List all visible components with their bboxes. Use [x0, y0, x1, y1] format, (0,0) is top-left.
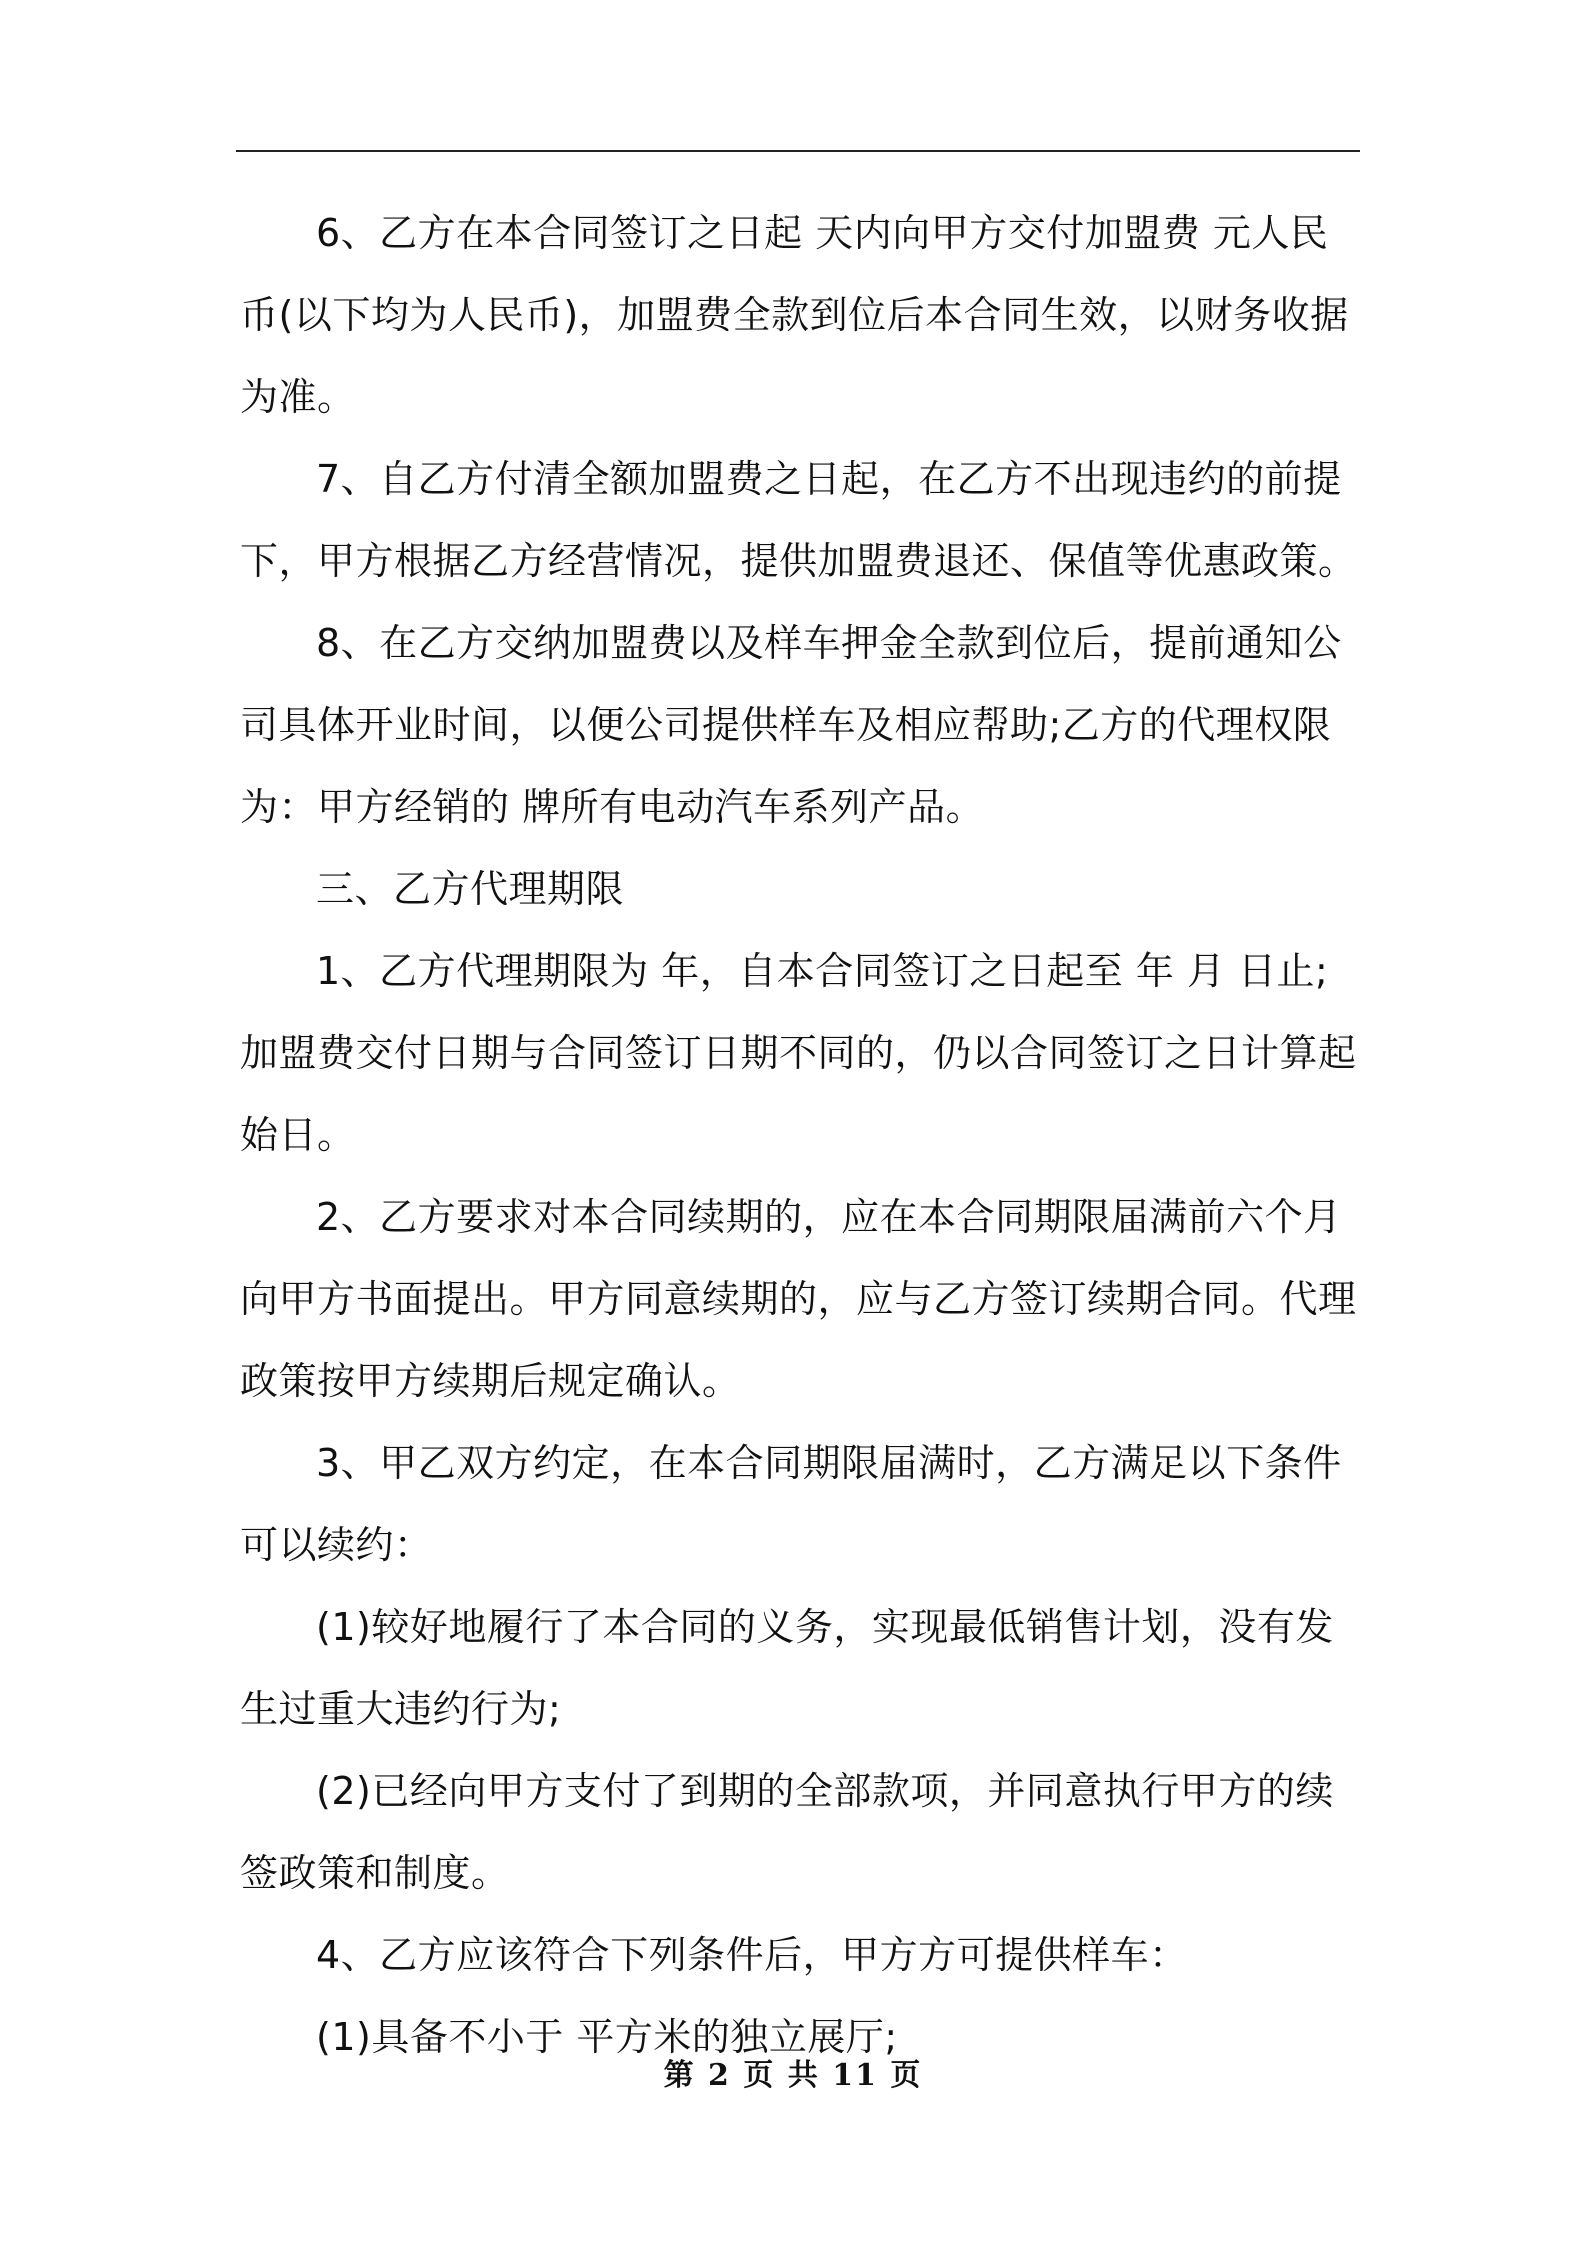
- paragraph: 2、乙方要求对本合同续期的，应在本合同期限届满前六个月向甲方书面提出。甲方同意续期的，应与乙方签订续期合同。代理政策按甲方续期后规定确认。: [240, 1195, 1357, 1403]
- paragraph: 7、自乙方付清全额加盟费之日起，在乙方不出现违约的前提下，甲方根据乙方经营情况，提供加盟费退还、保值等优惠政策。: [240, 457, 1357, 583]
- paragraph: 3、甲乙双方约定，在本合同期限届满时，乙方满足以下条件可以续约：: [240, 1441, 1342, 1567]
- page-number: 第 2 页 共 11 页: [663, 2058, 923, 2093]
- document-body: [240, 192, 1365, 2078]
- paragraph: 6、乙方在本合同签订之日起 天内向甲方交付加盟费 元人民币(以下均为人民币)，加盟费全款到位后本合同生效，以财务收据为准。: [240, 211, 1349, 419]
- paragraph: 1、乙方代理期限为 年，自本合同签订之日起至 年 月 日止;加盟费交付日期与合同签订日期不同的，仍以合同签订之日计算起始日。: [240, 949, 1357, 1157]
- header-rule: [236, 150, 1360, 152]
- paragraph: 4、乙方应该符合下列条件后，甲方方可提供样车：: [316, 1933, 1188, 1977]
- paragraph: 8、在乙方交纳加盟费以及样车押金全款到位后，提前通知公司具体开业时间，以便公司提供样车及相应帮助;乙方的代理权限为：甲方经销的 牌所有电动汽车系列产品。: [240, 621, 1342, 829]
- paragraph: (1)较好地履行了本合同的义务，实现最低销售计划，没有发生过重大违约行为;: [240, 1605, 1334, 1731]
- section-heading: 三、乙方代理期限: [316, 867, 625, 911]
- paragraph: (2)已经向甲方支付了到期的全部款项，并同意执行甲方的续签政策和制度。: [240, 1769, 1334, 1895]
- paragraph: (1)具备不小于 平方米的独立展厅;: [316, 2015, 898, 2059]
